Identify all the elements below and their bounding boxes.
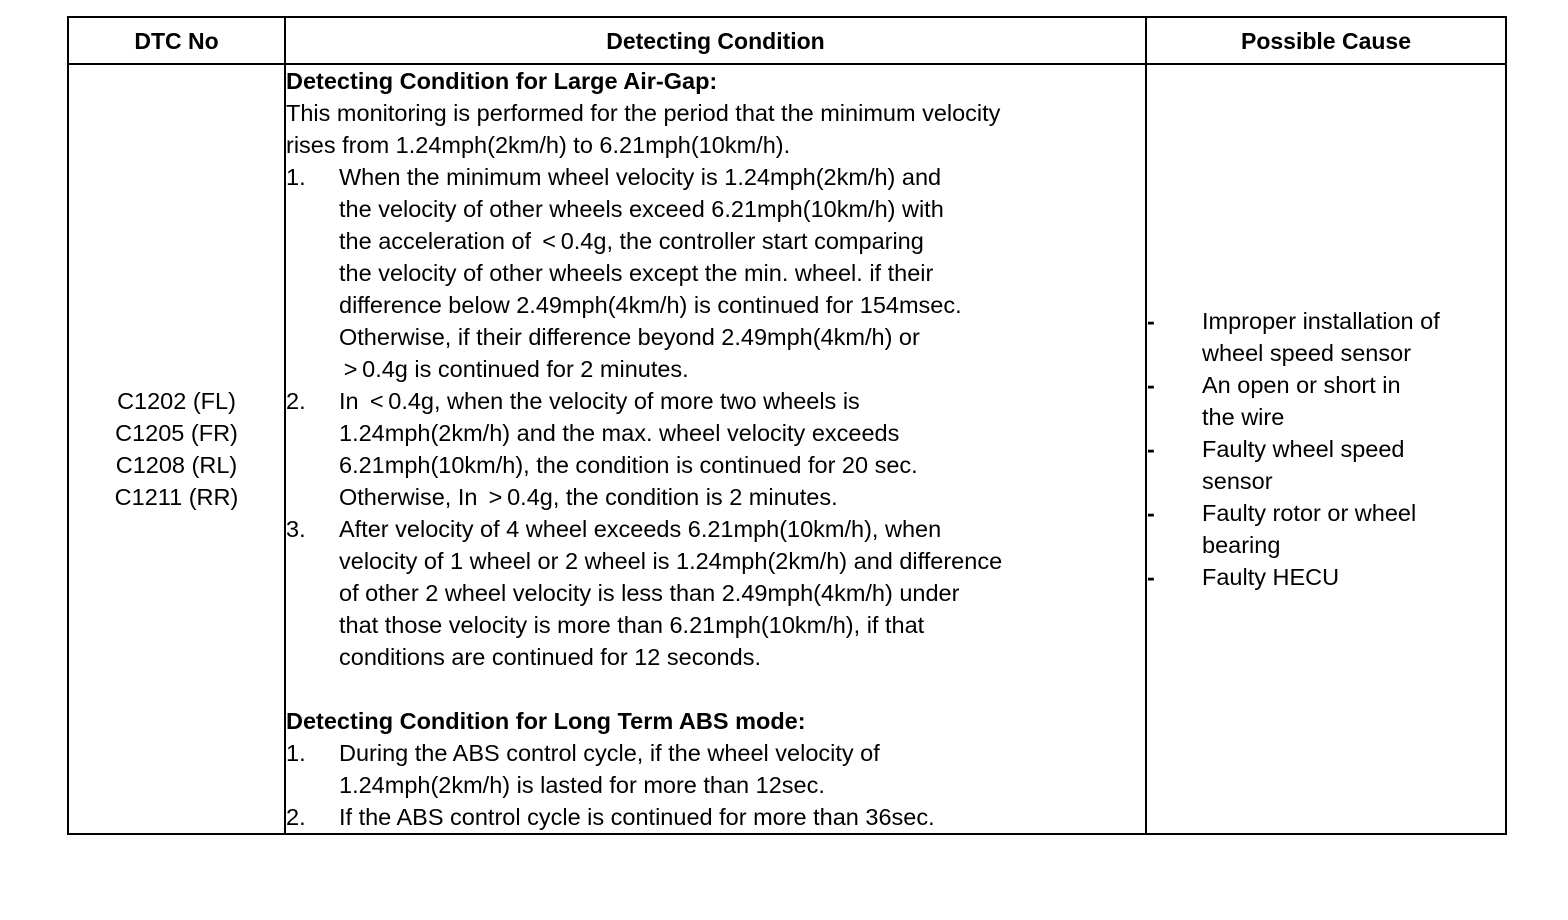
step-number: 3. bbox=[286, 516, 306, 542]
step-number: 2. bbox=[286, 388, 306, 414]
list-item bbox=[286, 161, 1145, 385]
list-item bbox=[1147, 561, 1505, 593]
step-number: 1. bbox=[286, 164, 306, 190]
step-text: When the minimum wheel velocity is 1.24mph(2km/h) and the velocity of other wheels exceed 6.21mph(10km/h) with the acceleration of < 0.4g, the controller start comparing the velocity of other wheels except the min. wheel. if their difference below 2.49mph(4km/h) is continued for 154msec. Otherwise, if their difference beyond 2.49mph(4km/h) or > 0.4g is continued for 2 minutes. bbox=[339, 164, 962, 382]
step-text: After velocity of 4 wheel exceeds 6.21mph(10km/h), when velocity of 1 wheel or 2 wheel is 1.24mph(2km/h) and difference of other 2 wheel velocity is less than 2.49mph(4km/h) under that those velocity is more than 6.21mph(10km/h), if that conditions are continued for 12 seconds. bbox=[339, 516, 1003, 670]
dtc-table bbox=[67, 16, 1507, 835]
step-number: 2. bbox=[286, 804, 306, 830]
cause-text: An open or short in the wire bbox=[1202, 372, 1401, 430]
list-item bbox=[286, 513, 1145, 673]
list-item bbox=[1147, 497, 1505, 561]
list-item bbox=[286, 385, 1145, 513]
section-title-large-air-gap: Detecting Condition for Large Air-Gap: bbox=[286, 68, 718, 94]
list-item bbox=[1147, 305, 1505, 369]
step-number: 1. bbox=[286, 740, 306, 766]
header-row bbox=[68, 17, 1506, 64]
bullet-dash: - bbox=[1147, 308, 1155, 334]
dtc-codes-cell bbox=[68, 64, 285, 834]
dtc-code: C1208 (RL) bbox=[115, 452, 238, 478]
step-text: If the ABS control cycle is continued for more than 36sec. bbox=[339, 804, 935, 830]
dtc-code: C1202 (FL) bbox=[117, 388, 236, 414]
section-title-long-term-abs: Detecting Condition for Long Term ABS mode: bbox=[286, 708, 806, 734]
list-item bbox=[1147, 433, 1505, 497]
list-item bbox=[1147, 369, 1505, 433]
large-air-gap-steps bbox=[286, 161, 1145, 673]
cause-text: Improper installation of wheel speed sensor bbox=[1202, 308, 1440, 366]
bullet-dash: - bbox=[1147, 564, 1155, 590]
section-intro: This monitoring is performed for the period that the minimum velocity rises from 1.24mph(2km/h) to 6.21mph(10km/h). bbox=[286, 100, 1001, 158]
cause-text: Faulty wheel speed sensor bbox=[1202, 436, 1405, 494]
step-text: In < 0.4g, when the velocity of more two wheels is 1.24mph(2km/h) and the max. wheel velocity exceeds 6.21mph(10km/h), the condition is continued for 20 sec. Otherwise, In > 0.4g, the condition is 2 minutes. bbox=[339, 388, 918, 510]
section-spacer bbox=[286, 673, 1145, 705]
cause-text: Faulty HECU bbox=[1202, 564, 1340, 590]
list-item bbox=[286, 801, 1145, 833]
step-text: During the ABS control cycle, if the wheel velocity of 1.24mph(2km/h) is lasted for more than 12sec. bbox=[339, 740, 880, 798]
header-dtc-no: DTC No bbox=[68, 17, 285, 64]
cause-text: Faulty rotor or wheel bearing bbox=[1202, 500, 1417, 558]
table-row bbox=[68, 64, 1506, 834]
header-detecting-condition: Detecting Condition bbox=[285, 17, 1146, 64]
bullet-dash: - bbox=[1147, 436, 1155, 462]
long-term-abs-steps bbox=[286, 737, 1145, 833]
detecting-condition-cell bbox=[285, 64, 1146, 834]
list-item bbox=[286, 737, 1145, 801]
bullet-dash: - bbox=[1147, 372, 1155, 398]
dtc-code: C1211 (RR) bbox=[114, 484, 239, 510]
cause-list bbox=[1147, 305, 1505, 593]
bullet-dash: - bbox=[1147, 500, 1155, 526]
dtc-code: C1205 (FR) bbox=[115, 420, 238, 446]
possible-cause-cell bbox=[1146, 64, 1506, 834]
header-possible-cause: Possible Cause bbox=[1146, 17, 1506, 64]
